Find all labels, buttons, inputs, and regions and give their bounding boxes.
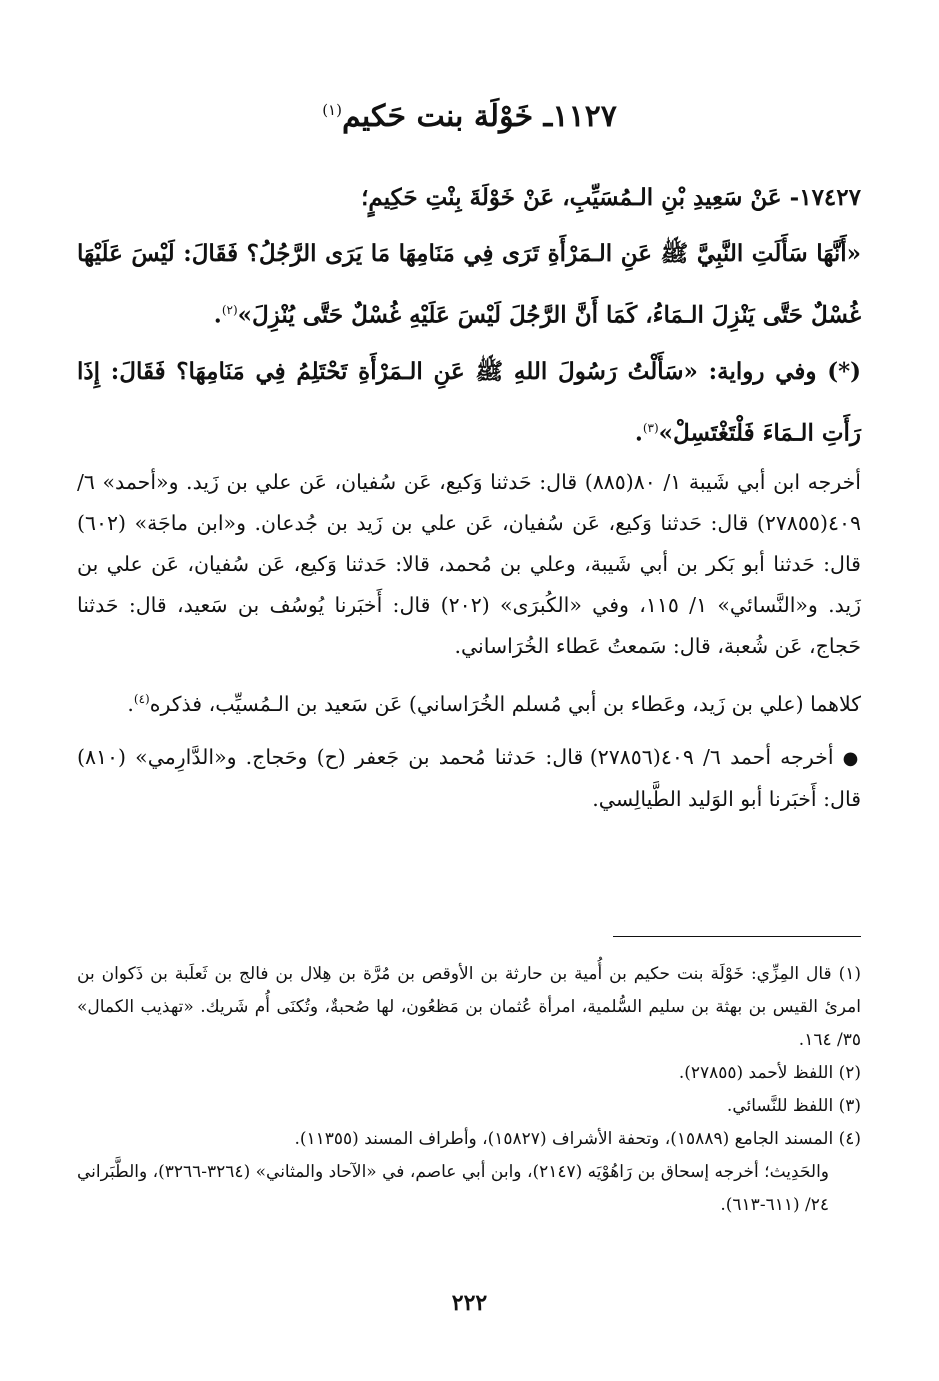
footnotes (77, 958, 861, 1222)
footnote-4: (٤) المسند الجامع (١٥٨٨٩)، وتحفة الأشراف (١٥٨٢٧)، وأطراف المسند (١١٣٥٥). (294, 1129, 861, 1149)
page-number: ٢٢٢ (451, 1290, 488, 1316)
chapter-title (0, 88, 939, 139)
bullet-icon: ● (842, 747, 861, 769)
takhrij-paragraph-1: أخرجه ابن أبي شَيبة ١/ ٨٠(٨٨٥) قال: حَدثنا وَكيع، عَن سُفيان، عَن علي بن زَيد. و«أحمد» ٦/ ٤٠٩(٢٧٨٥٥) قال: حَدثنا وَكيع، عَن سُفيان، عَن علي بن زَيد بن جُدعان. و«ابن ماجَة» (٦٠٢) قال: حَدثنا أبو بَكر بن أبي شَيبة، وعلي بن مُحمد، قالا: حَدثنا وَكيع، عَن سُفيان، عَن علي بن زَيد. و«النَّسائي» ١/ ١١٥، وفي «الكُبرَى» (٢٠٢) قال: أَخبَرنا يُوسُف بن سَعيد، قال: حَدثنا حَجاج، عَن شُعبة، قال: سَمعتُ عَطاء الخُرَاساني. (77, 470, 861, 658)
takhrij-paragraph-2: كلاهما (علي بن زَيد، وعَطاء بن أبي مُسلم الخُرَاساني) عَن سَعيد بن الـمُسيِّب، فذكره$^{(٤)}$. (127, 691, 861, 716)
hadith-isnad: ١٧٤٢٧- عَنْ سَعِيدِ بْنِ الـمُسَيِّبِ، عَنْ خَوْلَةَ بِنْتِ حَكِيمٍ؛ (361, 184, 861, 211)
hadith-matn: «أَنَّهَا سَأَلَتِ النَّبِيَّ ﷺ عَنِ الـمَرْأَةِ تَرَى فِي مَنَامِهَا مَا يَرَى الرَّجُلُ؟ فَقَالَ: لَيْسَ عَلَيْهَا غُسْلٌ حَتَّى يَنْزِلَ الـمَاءُ، كَمَا أَنَّ الرَّجُلَ لَيْسَ عَلَيْهِ غُسْلٌ حَتَّى يُنْزِلَ»$^{(٢)}$. (77, 240, 861, 329)
footnote-2: (٢) اللفظ لأحمد (٢٧٨٥٥). (678, 1063, 861, 1083)
takhrij-paragraph-3 (77, 737, 861, 820)
hadith-riwaya-text: (*) وفي رواية: «سَأَلْتُ رَسُولَ اللهِ ﷺ عَنِ الـمَرْأَةِ تَحْتَلِمُ فِي مَنَامِهَا؟ فَقَالَ: إِذَا رَأَتِ الـمَاءَ فَلْتَغْتَسِلْ» (77, 357, 861, 447)
hadith-matn-text: «أَنَّهَا سَأَلَتِ النَّبِيَّ ﷺ عَنِ الـمَرْأَةِ تَرَى فِي مَنَامِهَا مَا يَرَى الرَّجُلُ؟ فَقَالَ: لَيْسَ عَلَيْهَا غُسْلٌ حَتَّى يَنْزِلَ الـمَاءُ، كَمَا أَنَّ الرَّجُلَ لَيْسَ عَلَيْهِ غُسْلٌ حَتَّى يُنْزِلَ» (77, 240, 861, 329)
chapter-title-text: ١١٢٧ـ خَوْلَة بنت حَكيم (341, 99, 617, 134)
footnote-3: (٣) اللفظ للنَّسائي. (726, 1096, 861, 1116)
takhrij-text (77, 462, 861, 820)
footnote-divider (613, 936, 861, 937)
hadith-riwaya-ref: (٣) (642, 420, 659, 435)
footnote-4-continuation: والحَدِيث؛ أخرجه إسحاق بن رَاهُوْيَه (٢١٤٧)، وابن أبي عاصم، في «الآحاد والمثاني» (٣٢٦٤-٣٢٦٦)، والطَّبَراني ٢٤/ (٦١١-٦١٣). (77, 1162, 829, 1215)
footnote-1: (١) قال المِزِّي: خَوْلَة بنت حكيم بن أُمية بن حارثة بن الأوقص بن مُرَّة بن هِلال بن فالج بن ثَعلَبة بن ذَكوان بن امرئ القيس بن بهثة بن سليم السُّلمية، امرأة عُثمان بن مَظعُون، لها صُحبةٌ، وتُكنَى أُم شَريك. «تهذيب الكمال» ٣٥/ ١٦٤. (77, 964, 861, 1050)
takhrij-paragraph-3-text: أخرجه أحمد ٦/ ٤٠٩(٢٧٨٥٦) قال: حَدثنا مُحمد بن جَعفر (ح) وحَجاج. و«الدَّارِمي» (٨١٠) قال: أَخبَرنا أبو الوَليد الطَّيالِسي. (77, 744, 861, 811)
hadith-matn-ref: (٢) (221, 303, 238, 317)
hadith-text (77, 170, 861, 461)
takhrij-paragraph-2-text: كلاهما (علي بن زَيد، وعَطاء بن أبي مُسلم الخُرَاساني) عَن سَعيد بن الـمُسيِّب، فذكره (149, 691, 861, 716)
chapter-note-ref: (١) (322, 101, 342, 119)
takhrij-paragraph-2-ref: (٤) (133, 692, 150, 706)
hadith-riwaya: (*) وفي رواية: «سَأَلْتُ رَسُولَ اللهِ ﷺ عَنِ الـمَرْأَةِ تَحْتَلِمُ فِي مَنَامِهَا؟ فَقَالَ: إِذَا رَأَتِ الـمَاءَ فَلْتَغْتَسِلْ»$^{(٣)}$. (77, 357, 861, 447)
